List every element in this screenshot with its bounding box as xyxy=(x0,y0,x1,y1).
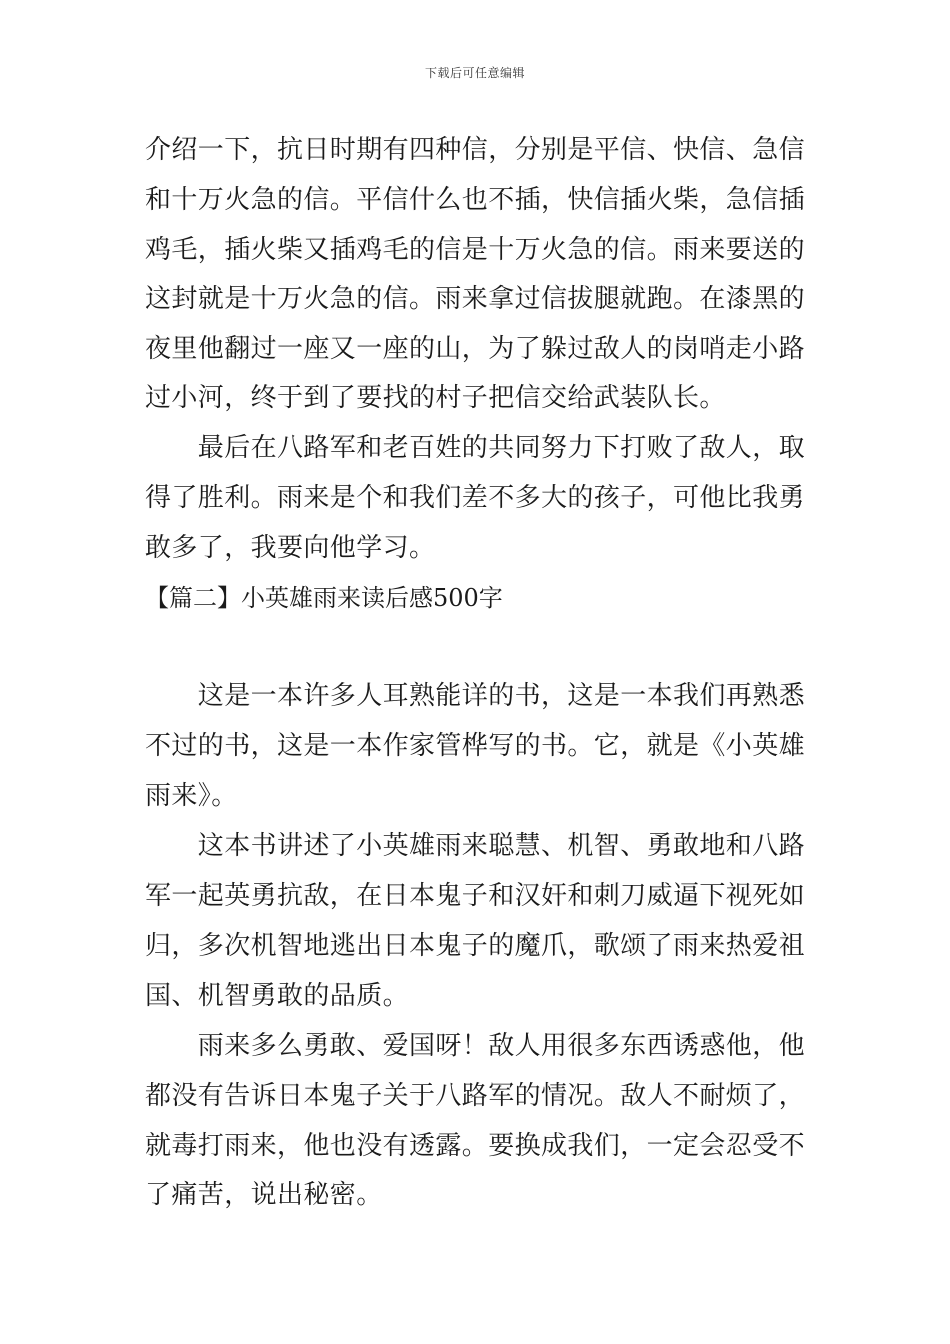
text-line: 就毒打雨来，他也没有透露。要换成我们，一定会忍受不 xyxy=(145,1131,806,1161)
text-line: 军一起英勇抗敌，在日本鬼子和汉奸和刺刀威逼下视死如 xyxy=(145,881,806,911)
text-line: 国、机智勇敢的品质。 xyxy=(145,981,410,1011)
text-line: 夜里他翻过一座又一座的山，为了躲过敌人的岗哨走小路 xyxy=(145,334,806,364)
text-line: 得了胜利。雨来是个和我们差不多大的孩子，可他比我勇 xyxy=(145,483,806,513)
page-header: 下载后可任意编辑 xyxy=(424,66,525,80)
section-heading: 【篇二】小英雄雨来读后感500字 xyxy=(145,584,503,612)
text-line: 不过的书，这是一本作家管桦写的书。它，就是《小英雄 xyxy=(145,731,806,761)
text-line: 这本书讲述了小英雄雨来聪慧、机智、勇敢地和八路 xyxy=(145,831,806,861)
text-line: 这是一本许多人耳熟能详的书，这是一本我们再熟悉 xyxy=(145,681,806,711)
text-line: 都没有告诉日本鬼子关于八路军的情况。敌人不耐烦了， xyxy=(145,1081,806,1111)
text-line: 雨来多么勇敢、爱国呀！敌人用很多东西诱惑他，他 xyxy=(145,1031,806,1061)
text-line: 过小河，终于到了要找的村子把信交给武装队长。 xyxy=(145,383,726,413)
text-line: 和十万火急的信。平信什么也不插，快信插火柴，急信插 xyxy=(145,185,806,215)
text-line: 最后在八路军和老百姓的共同努力下打败了敌人，取 xyxy=(145,433,806,463)
text-line: 敢多了，我要向他学习。 xyxy=(145,533,436,563)
text-line: 了痛苦，说出秘密。 xyxy=(145,1180,383,1210)
text-line: 归，多次机智地逃出日本鬼子的魔爪，歌颂了雨来热爱祖 xyxy=(145,931,806,961)
text-line: 这封就是十万火急的信。雨来拿过信拔腿就跑。在漆黑的 xyxy=(145,284,806,314)
text-line: 鸡毛，插火柴又插鸡毛的信是十万火急的信。雨来要送的 xyxy=(145,235,806,265)
text-line: 介绍一下，抗日时期有四种信，分别是平信、快信、急信 xyxy=(145,135,806,165)
text-line: 雨来》。 xyxy=(145,781,238,811)
